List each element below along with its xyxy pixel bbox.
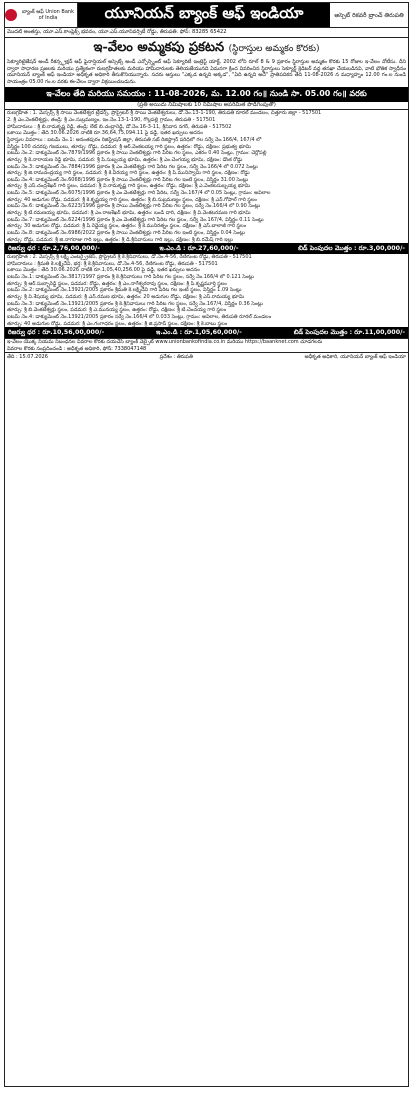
- text-line: బకాయి మొత్తం : తేది 30.06.2026 నాటికి రూ.1,05,40,256.00 పై వడ్డీ, ఇతర ఖర్చులు అదనం: [7, 267, 200, 274]
- text-line: హామీదారులు : శ్రీ బి.రామకృష్ణ రెడ్డి, తండ్రి: లేట్ బి.చంద్రారెడ్డి, డో.నెం.16-3-11, శ్రీనివాస నగర్, తిరుపతి - 517502: [7, 123, 232, 130]
- bid-increment-1: బిడ్ పెంపుదల మొత్తం : రూ.3,00,000/-: [298, 245, 405, 253]
- text-line: రుణగ్రహీత : 1. మెస్సర్స్ శ్రీ సాయి వెంకటేశ్వర ట్రేడర్స్, ప్రొప్రైటర్ శ్రీ సాయి వెంకటేశ్వరులు, డో.నెం.13-1-190, తిరుపతి రూరల్ మండలం, చిత్తూరు జిల్లా - 517501: [7, 110, 322, 117]
- footer-info: [5, 338, 408, 352]
- signature-row: [5, 352, 408, 362]
- text-line: ఐటమ్ నెం.3: డాక్యుమెంట్ నెం.7884/1996 ప్రకారం శ్రీ ఎం.వెంకటేశ్వర్లు గారి పేరిట గల స్థలం, సర్వే నెం.166/4 లో 0.072 సెంట్లు: [7, 163, 258, 170]
- reserve-price-1: రిజర్వు ధర : రూ.2,76,00,000/-: [8, 245, 100, 253]
- text-line: తూర్పు: శ్రీ ఎస్.చంద్రశేఖర్ గారి స్థలం, పడమర: శ్రీ వి.రామకృష్ణ గారి స్థలం, ఉత్తరం: రోడ్డు, దక్షిణం: శ్రీ ఎ.వెంకటసుబ్బయ్య భూమి: [7, 183, 251, 190]
- text-line: విస్తీర్ణం 100 చదరపు గజములు, తూర్పు: రోడ్డు, పడమర: శ్రీ ఆర్.వెంకటయ్య గారి స్థలం, ఉత్తరం: రోడ్డు, దక్షిణం: ప్రభుత్వ భూమి: [7, 143, 251, 150]
- text-line: ఐటమ్ నెం.6: డాక్యుమెంట్ నెం.6223/1996 ప్రకారం శ్రీ సాయి వెంకటేశ్వర్లు గారి పేరిట గల స్థలం, సర్వే నెం.166/4 లో 0.90 సెంట్లు: [7, 203, 261, 210]
- auction-extension-note: (ప్రతి అయిదు నిమిషాలకు 10 నిమిషాల అపరిమిత పొడిగింపుతో): [5, 102, 408, 110]
- property-details-2: [5, 254, 408, 327]
- text-line: ఐటమ్ నెం.5: డాక్యుమెంట్ నెం.6075/1996 ప్రకారం శ్రీ ఎం.వెంకటేశ్వర్లు గారి పేరిట, సర్వే నెం.167/4 లో 0.05 సెంట్లు, గ్రామం: అవిలాల: [7, 190, 271, 197]
- text-line: తూర్పు: శ్రీ టి.రమణయ్య భూమి, పడమర: శ్రీ ఎం.రాజశేఖర్ భూమి, ఉత్తరం: బండి దారి, దక్షిణం: శ్రీ వి.వెంకటరమణ గారి భూమి: [7, 209, 251, 216]
- property-details-1: [5, 110, 408, 243]
- bank-logo: [5, 3, 78, 27]
- text-line: ఐటమ్ నెం.3: డాక్యుమెంట్ నెం.13921/2005 ప్రకారం శ్రీ కె.శ్రీనివాసులు గారి పేరిట గల స్థలం, సర్వే నెం.167/4, విస్తీర్ణం 0.36 సెంట్లు: [7, 300, 263, 307]
- text-line: ఐటమ్ నెం.2: డాక్యుమెంట్ నెం.7879/1996 ప్రకారం శ్రీ సాయి వెంకటేశ్వర్లు గారి పేరిట గల స్థలం, ఎకరం 0.40 సెంట్లు, గ్రామం: చెర్లోపల్లి: [7, 150, 267, 157]
- reserve-price-2: రిజర్వు ధర : రూ.10,56,00,000/-: [8, 329, 105, 337]
- text-line: తూర్పు: శ్రీ జి.రామచంద్రయ్య గారి స్థలం, పడమర: శ్రీ కె.వీరయ్య గారి స్థలం, ఉత్తరం: శ్రీ పి.మునిస్వామి గారి స్థలం, దక్షిణం: రోడ్డు: [7, 170, 250, 177]
- text-line: 2. శ్రీ ఎం.వెంకటేశ్వర్లు, తండ్రి: శ్రీ ఎం.సుబ్రమణ్యం, ఇం.నెం.13-1-190, గొల్లపల్లి గ్రామం, తిరుపతి - 517501: [7, 117, 216, 124]
- text-line: తూర్పు: 40 అడుగుల రోడ్డు, పడమర: శ్రీ ఎం.గంగాధరం స్థలం, ఉత్తరం: శ్రీ జి.ప్రసాద్ స్థలం, దక్షిణం: శ్రీ కె.బాబు స్థలం: [7, 320, 228, 327]
- text-line: ఐటమ్ నెం.4: డాక్యుమెంట్ నెం.13921/2005 ప్రకారం సర్వే నెం.166/4 లో 0.033 సెంట్లు, గ్రామం: అవిలాల, తిరుపతి రూరల్ మండలం: [7, 313, 272, 320]
- text-line: తూర్పు: 40 అడుగుల రోడ్డు, పడమర: శ్రీ కె.కృష్ణయ్య గారి స్థలం, ఉత్తరం: శ్రీ బి.సుబ్రమణ్యం స్థలం, దక్షిణం: శ్రీ ఎన్.గోపాల్ గారి స్థలం: [7, 196, 257, 203]
- branch-name: అస్సెట్ రికవరీ బ్రాంచ్ తిరుపతి: [334, 11, 404, 19]
- text-line: ఐటమ్ నెం.4: డాక్యుమెంట్ నెం.6068/1996 ప్రకారం శ్రీ సాయి వెంకటేశ్వర్లు గారి పేరిట గల ఇంటి స్థలం, విస్తీర్ణం 31.00 సెంట్లు: [7, 176, 249, 183]
- notice-title-text: ఇ-వేలం అమ్మకపు ప్రకటన: [93, 40, 225, 55]
- footer-signature: అధీకృత అధికారి, యూనియన్ బ్యాంక్ ఆఫ్ ఇండియా: [304, 354, 406, 361]
- text-line: ఐటమ్ నెం.7: డాక్యుమెంట్ నెం.6224/1996 ప్రకారం శ్రీ ఎం.వెంకటేశ్వర్లు గారి పేరిట గల స్థలం, సర్వే నెం.167/4, విస్తీర్ణం 0.11 సెంట్లు: [7, 216, 264, 223]
- text-line: వివరాల కొరకు సంప్రదించండి : అధీకృత అధికారి, ఫోన్: 7338047148: [7, 345, 147, 352]
- footer-place: ప్రదేశం : తిరుపతి: [159, 354, 193, 361]
- text-line: తూర్పు: శ్రీ బి.వెంకటేశ్వర్లు స్థలం, పడమర: శ్రీ ఎ.మునయ్య స్థలం, ఉత్తరం: రోడ్డు, దక్షిణం: శ్రీ టి.చెంచయ్య గారి స్థలం: [7, 307, 227, 314]
- bid-increment-2: బిడ్ పెంపుదల మొత్తం : రూ.11,00,000/-: [293, 329, 405, 337]
- notice-title: [5, 38, 408, 59]
- bank-logo-text: బ్యాంక్ ఆఫ్ Union Bank of India: [21, 9, 74, 21]
- text-line: హామీదారులు : శ్రీమతి కె.లక్ష్మీదేవి, భర్త: శ్రీ కె.శ్రీనివాసులు, డో.నెం.4-56, రేణిగుంట రోడ్డు, తిరుపతి - 517501: [7, 260, 218, 267]
- text-line: ఐటమ్ నెం.1: డాక్యుమెంట్ నెం.3817/1997 ప్రకారం శ్రీ కె.శ్రీనివాసులు గారి పేరిట గల స్థలం, సర్వే నెం.166/4 లో 0.121 సెంట్లు: [7, 274, 254, 281]
- text-line: రుణగ్రహీత : 2. మెస్సర్స్ శ్రీ లక్ష్మీ ఎంటర్ప్రైజెస్, ప్రొప్రైటర్ శ్రీ కె.శ్రీనివాసులు, డో.నెం.4-56, రేణిగుంట రోడ్డు, తిరుపతి - 517501: [7, 254, 252, 261]
- bank-title: యూనియన్ బ్యాంక్ ఆఫ్ ఇండియా: [78, 3, 330, 27]
- text-line: తూర్పు: శ్రీ ఆర్.సుబ్బారెడ్డి స్థలం, పడమర: రోడ్డు, ఉత్తరం: శ్రీ ఎం.నాగేశ్వరరావు స్థలం, దక్షిణం: శ్రీ పి.కృష్ణమూర్తి స్థలం: [7, 280, 227, 287]
- branch-address: మొదటి అంతస్తు, యూ.ఎస్.కాంప్లెక్స్ భవనం, యూ.ఎస్.యూనివర్సిటీ రోడ్డు, తిరుపతి. ఫోన్: 83285 65422: [5, 28, 408, 38]
- emd-2: ఇ.ఎం.డి : రూ.1,05,60,000/-: [156, 329, 242, 337]
- intro-paragraph: సెక్యూరిటైజేషన్ అండ్ రీకన్స్ట్రక్షన్ ఆఫ్ ఫైనాన్షియల్ అస్సెట్స్ అండ్ ఎన్ఫోర్స్మెంట్ ఆఫ్ సెక్యూరిటీ ఇంట్రెస్ట్ యాక్ట్, 2002 లోని రూల్ 8 & 9 ప్రకారం స్థిరాస్తుల అమ్మకం కొరకు 15 రోజుల ఇ-వేలం నోటీసు. దీని ద్వారా సాధారణ ప్రజలకు మరియు ప్రత్యేకంగా రుణగ్రహీతలకు మరియు హామీదారులకు తెలియజేయునది ఏమనగా క్రింద వివరించిన స్థిరాస్తులు సెక్యూర్డ్ క్రెడిటర్ వద్ద తనఖా చేయబడినవి, వాటి భౌతిక స్వాధీనం యూనియన్ బ్యాంక్ ఆఫ్ ఇండియా అధీకృత అధికారి తీసుకొనియున్నారు. సదరు ఆస్తులు "ఎక్కడ ఉన్నది అక్కడ", "ఏది ఉన్నది అదే" ప్రాతిపదికన తేది 11-08-2026 న మధ్యాహ్నం 12.00 గం.ల నుండి సాయంత్రం 05.00 గం.ల వరకు ఈ-వేలం ద్వారా విక్రయించబడును.: [7, 59, 406, 85]
- text-line: తూర్పు: శ్రీ కె.నారాయణ రెడ్డి భూమి, పడమర: శ్రీ పి.సుబ్బయ్య భూమి, ఉత్తరం: శ్రీ ఎం.చెంగయ్య భూమి, దక్షిణం: డొంక రోడ్డు: [7, 156, 243, 163]
- notice-subtitle: (స్థిరాస్తుల అమ్మకం కొరకు): [228, 44, 320, 54]
- text-line: తూర్పు: శ్రీ వి.శేషయ్య భూమి, పడమర: శ్రీ ఎన్.రమణ భూమి, ఉత్తరం: 20 అడుగుల రోడ్డు, దక్షిణం: శ్రీ ఎస్.రామయ్య భూమి: [7, 294, 245, 301]
- price-bar-2: [5, 327, 408, 338]
- text-line: స్థిరాస్తుల వివరాలు : ఐటమ్ నెం.1: అనంతపురం రిజిస్ట్రేషన్ జిల్లా, తిరుపతి సబ్ రిజిస్ట్రార్ పరిధిలో గల సర్వే నెం.166/4, 167/4 లో: [7, 136, 262, 143]
- emd-1: ఇ.ఎం.డి : రూ.27,60,000/-: [159, 245, 239, 253]
- text-line: ఐటమ్ నెం.8: డాక్యుమెంట్ నెం.6986/2022 ప్రకారం శ్రీ సాయి వెంకటేశ్వర్లు గారి పేరిట గల ఇంటి స్థలం, విస్తీర్ణం 0.04 సెంట్లు: [7, 229, 245, 236]
- text-line: తూర్పు: 30 అడుగుల రోడ్డు, పడమర: శ్రీ పి.రెడ్డెయ్య స్థలం, ఉత్తరం: శ్రీ కె.మునిరత్నం స్థలం, దక్షిణం: శ్రీ ఎస్.బాలాజీ గారి స్థలం: [7, 223, 247, 230]
- header: [5, 3, 408, 28]
- footer-date: తేది : 15.07.2026: [7, 354, 48, 361]
- text-line: ఇ-వేలం యొక్క నియమ నిబంధనల వివరాల కొరకు దయచేసి బ్యాంక్ వెబ్సైట్ www.unionbankofindia.co.in మరియు https://baanknet.com చూడగలరు: [7, 339, 323, 346]
- price-bar-1: [5, 243, 408, 254]
- auction-date-banner: ఇ-వేలం తేది మరియు సమయం : 11-08-2026, మ. 12.00 గం॥ నుండి సా. 05.00 గం॥ వరకు: [5, 87, 408, 102]
- text-line: తూర్పు: రోడ్డు, పడమర: శ్రీ జి.నాగరాజు గారి ఇల్లు, ఉత్తరం: శ్రీ డి.శ్రీనివాసులు గారి ఇల్లు, దక్షిణం: శ్రీ బి.రమేష్ గారి ఇల్లు: [7, 236, 233, 243]
- notice-page: [4, 2, 409, 1087]
- text-line: బకాయి మొత్తం : తేది 30.06.2026 నాటికి రూ.36,64,75,094.11 పై వడ్డీ, ఇతర ఖర్చులు అదనం: [7, 130, 203, 137]
- union-bank-logo-icon: [5, 9, 17, 21]
- text-line: ఐటమ్ నెం.2: డాక్యుమెంట్ నెం.13921/2005 ప్రకారం శ్రీమతి కె.లక్ష్మీదేవి గారి పేరిట గల ఇంటి స్థలం, విస్తీర్ణం 1.09 సెంట్లు: [7, 287, 242, 294]
